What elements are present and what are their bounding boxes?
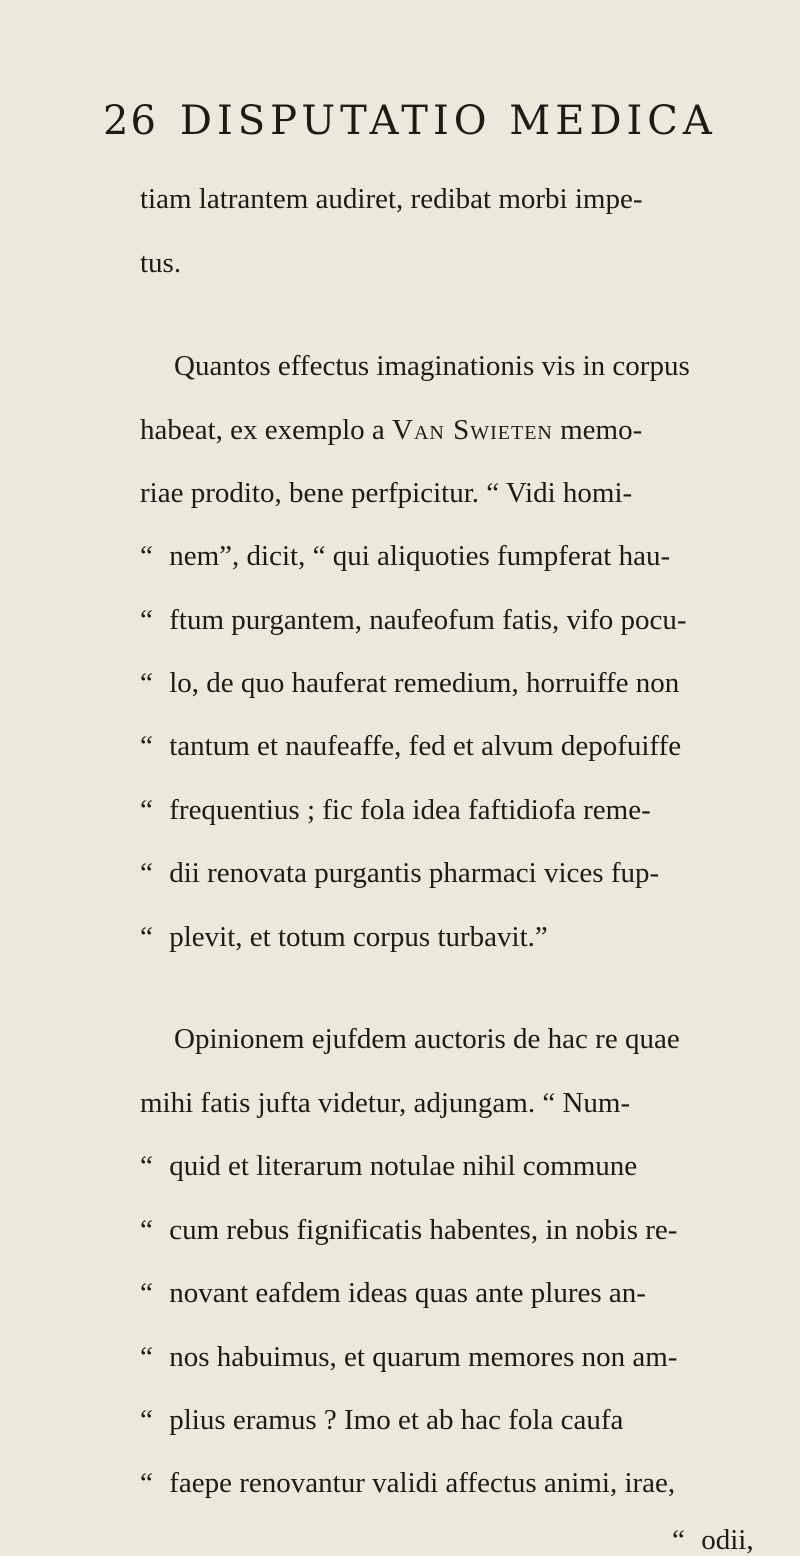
page-header [103, 98, 717, 144]
text-line: Quantos effectus imaginationis vis in corpus [174, 350, 690, 382]
quote-mark: “ [140, 1150, 153, 1182]
text-line: “ nem”, dicit, “ qui aliquoties fumpferat hau- [140, 540, 671, 572]
quote-mark: “ [140, 1404, 153, 1436]
text-line: “ frequentius ; fic fola idea faftidiofa reme- [140, 794, 651, 826]
text-line: “ cum rebus fignificatis habentes, in nobis re- [140, 1214, 678, 1246]
text-line: “ nos habuimus, et quarum memores non am- [140, 1341, 678, 1373]
text-line: “ lo, de quo hauferat remedium, horruiffe non [140, 667, 680, 699]
quote-mark: “ [140, 921, 153, 953]
quote-mark: “ [140, 1214, 153, 1246]
quote-mark: “ [140, 857, 153, 889]
quote-mark: “ [672, 1524, 685, 1556]
text-line: tiam latrantem audiret, redibat morbi impe- [140, 183, 643, 215]
quote-mark: “ [140, 1277, 153, 1309]
text-line: “ dii renovata purgantis pharmaci vices fup- [140, 857, 660, 889]
text-line: “ quid et literarum notulae nihil commune [140, 1150, 638, 1182]
text-line [140, 413, 642, 447]
text-line: “ tantum et naufeaffe, fed et alvum depofuiffe [140, 730, 682, 762]
catchword: “ odii, [672, 1524, 754, 1556]
quote-mark: “ [140, 604, 153, 636]
quote-mark: “ [140, 540, 153, 572]
quote-mark: “ [140, 730, 153, 762]
text-line: Opinionem ejufdem auctoris de hac re quae [174, 1023, 680, 1055]
text-line: “ novant eafdem ideas quas ante plures an- [140, 1277, 646, 1309]
text-fragment: habeat, ex exemplo a [140, 414, 385, 446]
text-line: “ plius eramus ? Imo et ab hac fola caufa [140, 1404, 624, 1436]
running-head: DISPUTATIO MEDICA [179, 98, 717, 144]
quote-mark: “ [140, 667, 153, 699]
text-line: mihi fatis jufta videtur, adjungam. “ Num- [140, 1087, 631, 1119]
quote-mark: “ [140, 1341, 153, 1373]
text-fragment: memo- [560, 414, 643, 446]
author-name: Van Swieten [392, 414, 553, 446]
text-line: riae prodito, bene perfpicitur. “ Vidi homi- [140, 477, 633, 509]
text-line: “ ftum purgantem, naufeofum fatis, vifo pocu- [140, 604, 687, 636]
text-line: tus. [140, 247, 182, 279]
quote-mark: “ [140, 1467, 153, 1499]
quote-mark: “ [140, 794, 153, 826]
text-line: “ plevit, et totum corpus turbavit.” [140, 921, 548, 953]
page-number: 26 [103, 98, 158, 144]
text-line: “ faepe renovantur validi affectus animi, irae, [140, 1467, 676, 1499]
